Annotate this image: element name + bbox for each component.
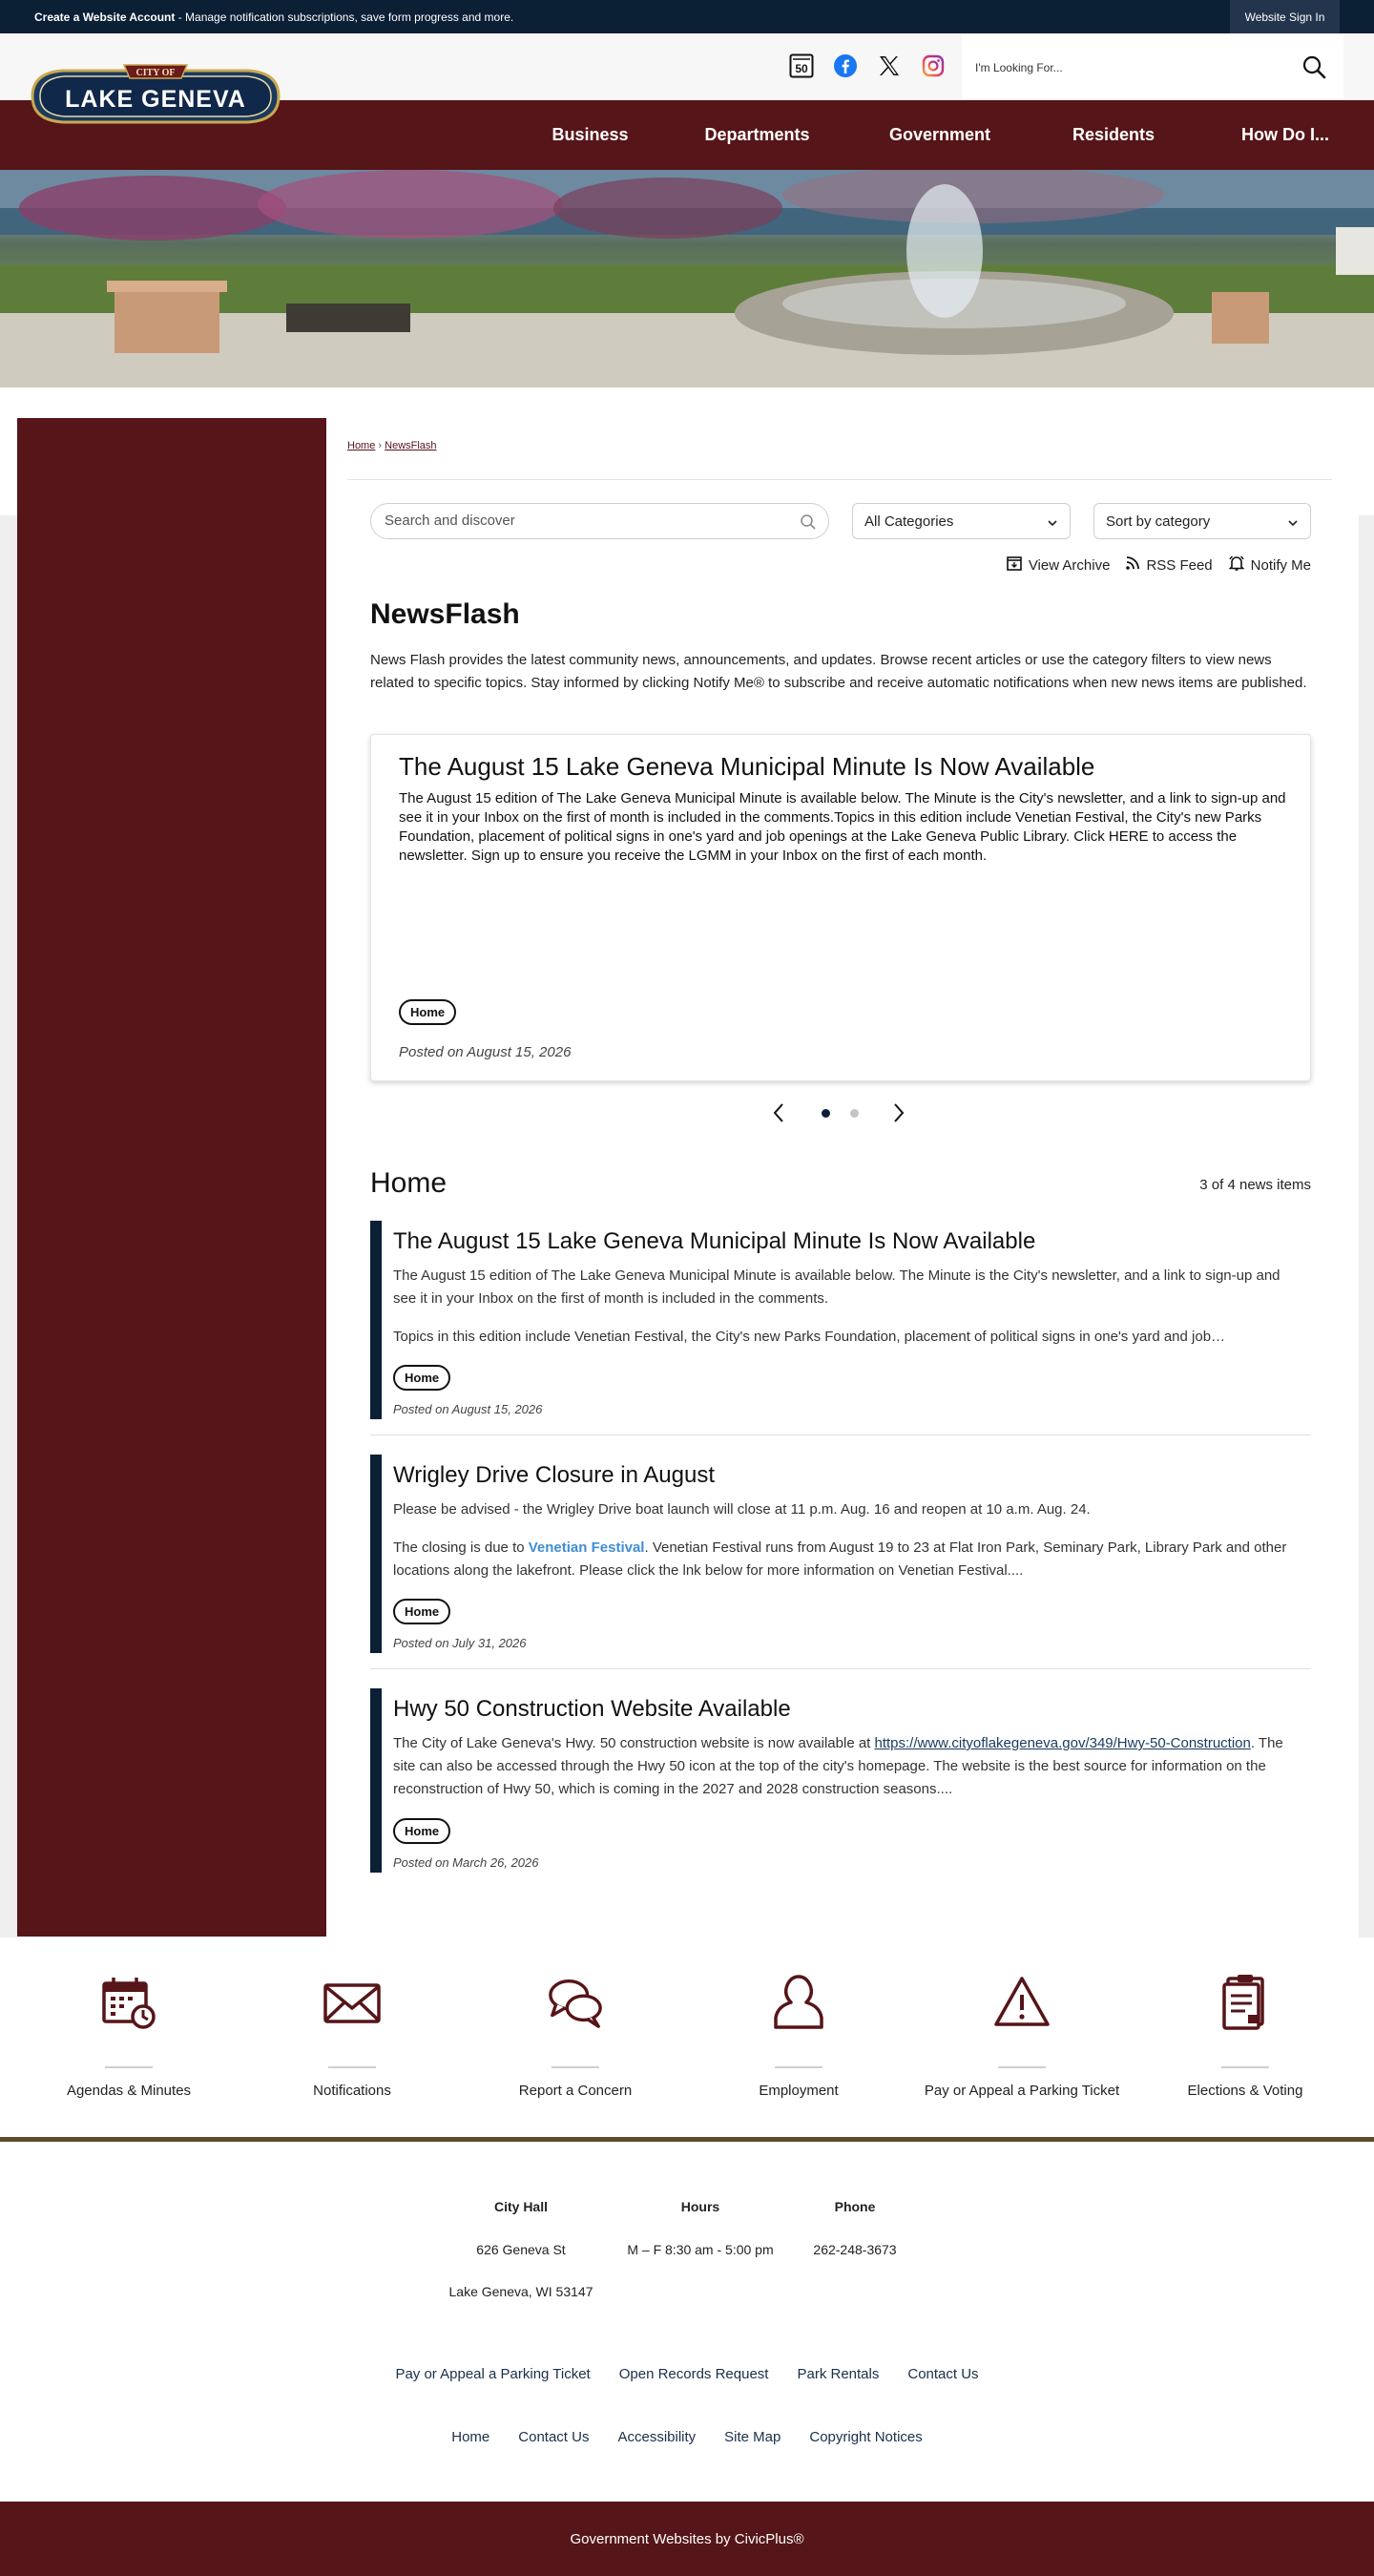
svg-text:50: 50 — [795, 62, 808, 75]
news-item-date: Posted on July 31, 2026 — [393, 1636, 527, 1650]
city-hall-address-line1: 626 Geneva St — [476, 2242, 566, 2257]
news-item — [370, 1455, 1311, 1669]
category-select[interactable] — [852, 503, 1071, 539]
quick-link-label: Notifications — [313, 2083, 391, 2099]
news-item-date: Posted on March 26, 2026 — [393, 1855, 539, 1870]
page-title: NewsFlash — [370, 598, 520, 630]
quick-link-underline — [1221, 2066, 1269, 2068]
svg-text:CITY OF: CITY OF — [135, 68, 176, 78]
footer-links-secondary — [0, 2429, 1374, 2445]
website-sign-in-button[interactable]: Website Sign In — [1230, 0, 1340, 33]
quick-link-label: Employment — [759, 2083, 839, 2099]
footer-link[interactable]: Open Records Request — [618, 2366, 769, 2382]
footer-link[interactable]: Contact Us — [907, 2366, 979, 2382]
person-icon — [770, 1974, 827, 2031]
sort-select-value: Sort by category — [1106, 513, 1211, 530]
hours-text: M – F 8:30 am - 5:00 pm — [627, 2242, 774, 2257]
news-item-text: Topics in this edition include Venetian Festival, the City's new Parks Foundation, placement of political signs in one's yard and job… — [393, 1329, 1226, 1345]
x-twitter-icon[interactable] — [876, 52, 903, 79]
envelope-icon — [323, 1974, 381, 2031]
phone-heading: Phone — [834, 2199, 876, 2214]
warning-triangle-icon — [993, 1974, 1051, 2031]
phone-number[interactable]: 262-248-3673 — [813, 2242, 897, 2257]
news-item — [370, 1221, 1311, 1435]
create-account-link[interactable]: Create a Website Account — [34, 10, 176, 24]
quick-link-underline — [552, 2066, 599, 2068]
quick-link-report-concern[interactable] — [464, 1974, 687, 2117]
newsflash-search — [370, 503, 829, 539]
news-item-text: The August 15 edition of The Lake Geneva Municipal Minute is available below. The Minute is the City's newsletter, and a link to sign-up and see it in your Inbox on the first of month is included in the comments. — [393, 1267, 1280, 1307]
quick-link-label: Elections & Voting — [1187, 2083, 1303, 2099]
quick-link-agendas[interactable] — [17, 1974, 240, 2117]
home-category-title: Home — [370, 1167, 448, 1199]
left-sidebar — [17, 418, 326, 1937]
instagram-icon[interactable] — [920, 52, 947, 79]
hours-heading: Hours — [680, 2199, 720, 2214]
news-item-tag[interactable]: Home — [393, 1818, 450, 1844]
footer-link[interactable]: Park Rentals — [797, 2366, 880, 2382]
nav-departments[interactable]: Departments — [704, 125, 810, 144]
newsflash-search-input[interactable] — [385, 513, 766, 529]
news-item-tag[interactable]: Home — [393, 1599, 450, 1624]
notify-me-label: Notify Me — [1250, 556, 1311, 574]
news-item-text — [393, 1537, 1300, 1582]
footer-link[interactable]: Site Map — [724, 2429, 781, 2445]
site-search-input[interactable]: I'm Looking For... — [975, 61, 1063, 74]
news-item-title[interactable]: The August 15 Lake Geneva Municipal Minute Is Now Available — [393, 1228, 1036, 1254]
news-item — [370, 1688, 1311, 1894]
search-icon[interactable] — [1301, 54, 1326, 84]
footer-link[interactable]: Accessibility — [617, 2429, 697, 2445]
chevron-right-icon[interactable] — [891, 1101, 906, 1129]
quick-link-employment[interactable] — [687, 1974, 910, 2117]
civicplus-credit-bar — [0, 2502, 1374, 2576]
news-item-text-part: The closing is due to — [393, 1539, 529, 1556]
quick-link-notifications[interactable] — [240, 1974, 464, 2117]
breadcrumb-separator: › — [378, 440, 383, 451]
page-gutter-right — [1359, 515, 1374, 1937]
lake-geneva-logo[interactable] — [21, 59, 290, 134]
rss-icon — [1125, 555, 1140, 575]
news-item-title[interactable]: Hwy 50 Construction Website Available — [393, 1696, 791, 1722]
category-select-value: All Categories — [864, 513, 954, 530]
hero-fountain-image — [0, 170, 1374, 387]
search-icon[interactable] — [800, 513, 817, 535]
footer-links-primary — [0, 2366, 1374, 2382]
quick-link-label: Pay or Appeal a Parking Ticket — [924, 2083, 1120, 2099]
rss-feed-label: RSS Feed — [1146, 556, 1213, 574]
nav-business[interactable]: Business — [552, 125, 629, 144]
quick-link-label: Agendas & Minutes — [66, 2083, 192, 2099]
chevron-down-icon — [1287, 516, 1299, 533]
nav-government[interactable]: Government — [888, 125, 991, 144]
top-account-bar — [0, 0, 1374, 33]
archive-icon — [1006, 555, 1023, 576]
news-item-text: Please be advised - the Wrigley Drive boat launch will close at 11 p.m. Aug. 16 and reopen at 10 a.m. Aug. 24. — [393, 1501, 1091, 1518]
news-item-accent — [370, 1221, 382, 1419]
breadcrumb — [347, 440, 437, 451]
view-archive-link[interactable] — [1006, 555, 1111, 576]
news-item-text — [393, 1732, 1300, 1801]
featured-category-tag[interactable]: Home — [399, 999, 456, 1025]
bell-icon — [1228, 555, 1245, 576]
chevron-down-icon — [1047, 516, 1058, 533]
breadcrumb-divider — [347, 479, 1332, 480]
calendar-clock-icon — [100, 1974, 157, 2031]
civicplus-credit-link[interactable]: Government Websites by CivicPlus® — [570, 2530, 804, 2547]
clipboard-ballot-icon — [1217, 1974, 1274, 2031]
create-account-desc: - Manage notification subscriptions, save form progress and more. — [175, 10, 514, 24]
rss-feed-link[interactable] — [1125, 555, 1212, 576]
footer-link[interactable]: Contact Us — [518, 2429, 590, 2445]
carousel-dot-1[interactable] — [822, 1109, 830, 1118]
news-item-divider — [370, 1668, 1311, 1669]
footer-link[interactable]: Pay or Appeal a Parking Ticket — [395, 2366, 591, 2382]
nav-how-do-i[interactable]: How Do I... — [1241, 125, 1329, 144]
footer-link[interactable]: Home — [451, 2429, 490, 2445]
hwy-50-icon[interactable] — [788, 52, 815, 79]
sort-select[interactable] — [1093, 503, 1311, 539]
news-item-tag[interactable]: Home — [393, 1365, 450, 1391]
news-item-accent — [370, 1455, 382, 1653]
news-item-text-part: . The site can also be accessed through the Hwy 50 icon at the top of the city's homepage. The website is the best source for information on the reconstruction of Hwy 50, which is coming in the 2027 and 2028 construction seasons.... — [393, 1735, 1283, 1797]
quick-link-elections[interactable] — [1134, 1974, 1357, 2117]
featured-news-card[interactable] — [370, 734, 1311, 1081]
city-hall-heading: City Hall — [493, 2199, 548, 2214]
notify-me-link[interactable] — [1228, 555, 1311, 576]
quick-link-underline — [775, 2066, 822, 2068]
speech-bubbles-icon — [547, 1974, 604, 2031]
carousel-pager — [769, 1100, 912, 1126]
footer-link[interactable]: Copyright Notices — [809, 2429, 923, 2445]
site-search-box[interactable] — [962, 35, 1343, 98]
breadcrumb-newsflash[interactable]: NewsFlash — [385, 440, 437, 451]
quick-link-underline — [328, 2066, 376, 2068]
news-item-date: Posted on August 15, 2026 — [393, 1402, 543, 1416]
svg-text:LAKE GENEVA: LAKE GENEVA — [65, 86, 246, 113]
hwy-50-construction-link[interactable]: https://www.cityoflakegeneva.gov/349/Hwy-50-Construction — [874, 1735, 1251, 1751]
featured-news-body: The August 15 edition of The Lake Geneva Municipal Minute is available below. The Minute is the City's newsletter, and a link to sign-up and see it in your Inbox on the first of month is included in the comments.Topics in this edition include Venetian Festival, the City's new Parks Foundation, placement of political signs in one's yard and job openings at the Lake Geneva Public Library. Click HERE to access the newsletter. Sign up to ensure you receive the LGMM in your Inbox on the first of each month. — [399, 790, 1286, 864]
city-hall-address-line2: Lake Geneva, WI 53147 — [448, 2284, 593, 2299]
quick-links — [17, 1974, 1357, 2117]
social-links — [788, 52, 947, 79]
newsflash-tools — [989, 555, 1311, 576]
quick-link-label: Report a Concern — [518, 2083, 633, 2099]
quick-link-underline — [105, 2066, 153, 2068]
news-item-accent — [370, 1688, 382, 1873]
page-gutter-left — [0, 515, 17, 1937]
view-archive-label: View Archive — [1028, 556, 1111, 574]
page-description: News Flash provides the latest community news, announcements, and updates. Browse recent articles or use the category filters to view news related to specific topics. Stay informed by clicking Notify Me® to subscribe and receive automatic notifications when new news items are published. — [370, 652, 1307, 691]
create-account-message[interactable] — [34, 10, 513, 24]
news-item-count: 3 of 4 news items — [1199, 1177, 1311, 1193]
featured-news-title[interactable]: The August 15 Lake Geneva Municipal Minute Is Now Available — [399, 752, 1095, 781]
chevron-left-icon[interactable] — [771, 1101, 786, 1129]
carousel-dot-2[interactable] — [850, 1109, 859, 1118]
quick-link-underline — [998, 2066, 1046, 2068]
quick-link-parking-ticket[interactable] — [910, 1974, 1134, 2117]
featured-posted-date: Posted on August 15, 2026 — [399, 1044, 572, 1060]
news-item-text-part: The City of Lake Geneva's Hwy. 50 construction website is now available at — [393, 1735, 875, 1751]
breadcrumb-home[interactable]: Home — [347, 440, 376, 451]
news-item-title[interactable]: Wrigley Drive Closure in August — [393, 1462, 716, 1488]
footer-divider — [0, 2137, 1374, 2142]
facebook-icon[interactable] — [832, 52, 859, 79]
nav-residents[interactable]: Residents — [1072, 125, 1155, 144]
venetian-festival-link[interactable]: Venetian Festival — [528, 1539, 645, 1556]
news-item-text-part: . Venetian Festival runs from August 19 to 23 at Flat Iron Park, Seminary Park, Library Park and other locations along the lakefront. Please click the lnk below for more information on Venetian Festival.... — [393, 1539, 1287, 1579]
